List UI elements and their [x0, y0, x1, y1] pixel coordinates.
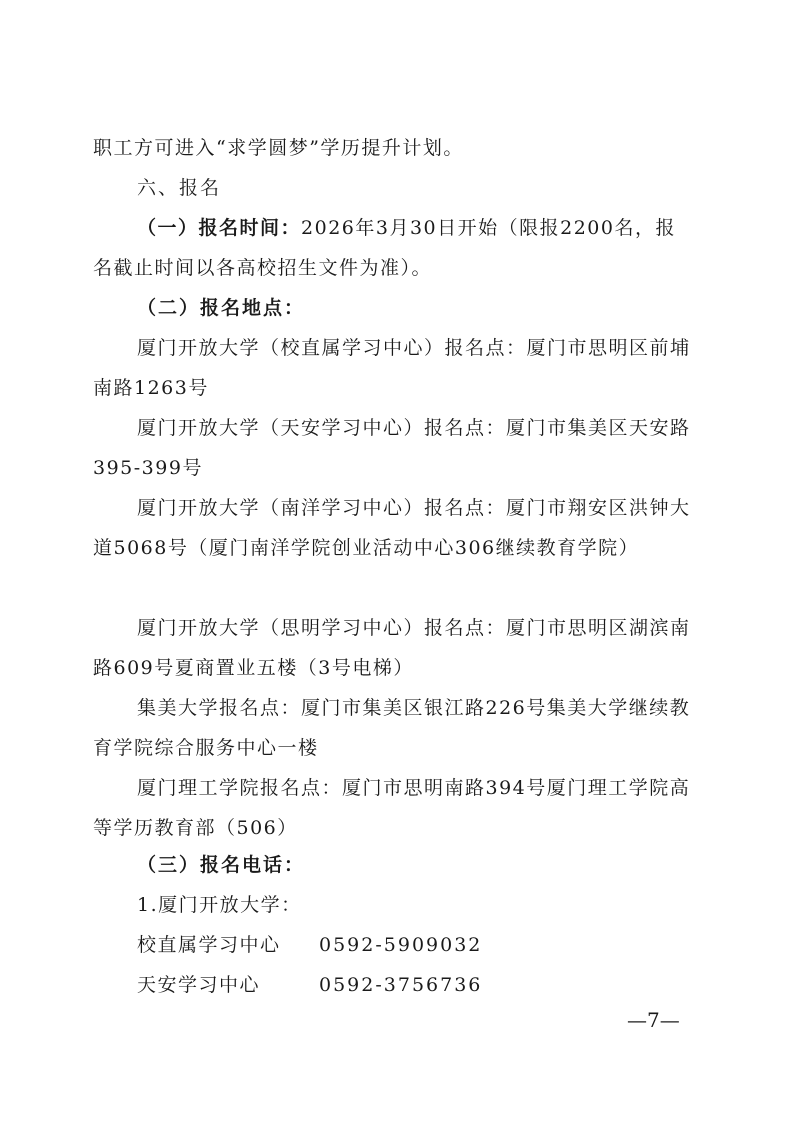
- registration-location-heading: （二）报名地点：: [137, 297, 306, 319]
- location-item: 厦门开放大学（校直属学习中心）报名点：厦门市思明区前埔南路1263号: [93, 337, 691, 399]
- registration-time-paragraph: [93, 208, 693, 288]
- phone-row: [137, 925, 482, 965]
- page-number: —7—: [627, 1008, 680, 1032]
- continued-paragraph: 职工方可进入“求学圆梦”学历提升计划。: [93, 137, 464, 159]
- phone-label: 校直属学习中心: [137, 934, 281, 956]
- registration-time-text: 2026年3月30日开始（限报2200名，报名截止时间以各高校招生文件为准）。: [93, 217, 676, 279]
- phone-label: 天安学习中心: [137, 974, 261, 996]
- registration-time-heading: （一）报名时间：: [137, 217, 302, 239]
- location-item: 厦门理工学院报名点：厦门市思明南路394号厦门理工学院高等学历教育部（506）: [93, 777, 691, 839]
- location-item: 厦门开放大学（天安学习中心）报名点：厦门市集美区天安路395-399号: [93, 417, 691, 479]
- section-heading-registration: 六、报名: [137, 177, 222, 199]
- location-item: 厦门开放大学（南洋学习中心）报名点：厦门市翔安区洪钟大道5068号（厦门南洋学院创业活动中心306继续教育学院）: [93, 497, 691, 559]
- registration-phone-heading: （三）报名电话：: [137, 854, 306, 876]
- location-item: 厦门开放大学（思明学习中心）报名点：厦门市思明区湖滨南路609号夏商置业五楼（3号电梯）: [93, 617, 691, 679]
- phone-number: 0592-3756736: [319, 974, 483, 996]
- phone-row: [137, 965, 482, 1005]
- phone-group-title: 1.厦门开放大学：: [137, 894, 302, 916]
- location-item: 集美大学报名点：厦门市集美区银江路226号集美大学继续教育学院综合服务中心一楼: [93, 697, 691, 759]
- phone-number: 0592-5909032: [319, 934, 483, 956]
